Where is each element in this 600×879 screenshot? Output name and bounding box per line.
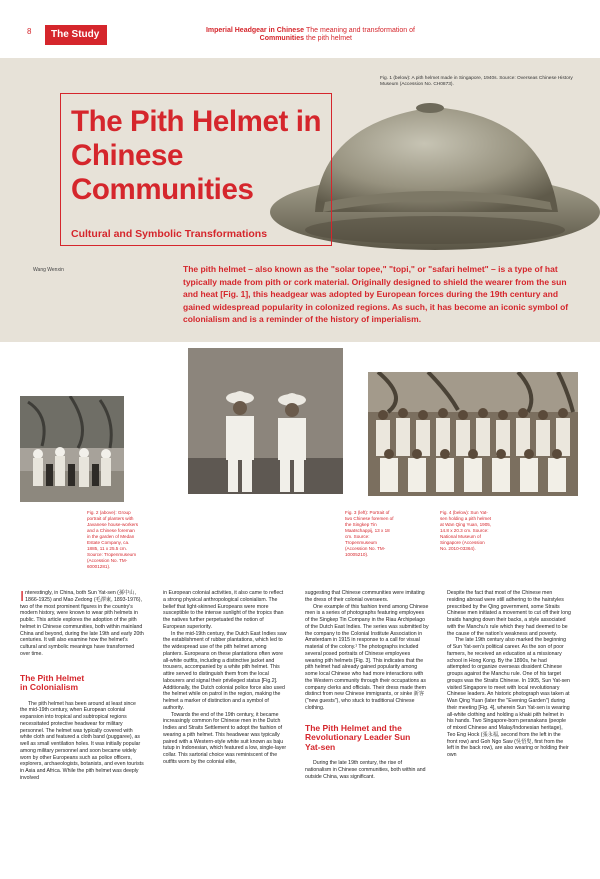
figure-4-photo (368, 372, 578, 496)
body-paragraph: suggesting that Chinese communities were imitating the dress of their colonial overseers. (305, 590, 425, 603)
body-paragraph: One example of this fashion trend among Chinese men is a series of photographs featuring employees of the Singkep Tin Company in the Riau Archipelago of the Dutch East Indies. The series was submitted by the company to the Colonial Institute Association in Amsterdam in 1915 in response to a call for visual material of the colony.¹ The photographs included several posed portraits of Chinese employees wearing pith helmets [Fig. 3]. This indicates that the pith helmet had already gained popularity among some local Chinese who had more interactions with the Western community through their occupations as company clerks and officials. Their dress made them distinct from new Chinese immigrants, or sinke 新客 ("new guests"), who stuck to traditional Chinese clothing. (305, 603, 429, 711)
body-paragraph: During the late 19th century, the rise of nationalism in Chinese communities, both within and outside China, was significant. (305, 760, 426, 780)
body-column-1 (20, 590, 144, 782)
drop-cap: I (20, 588, 25, 605)
author-name: Wang Wenxin (33, 267, 64, 273)
section-tag: The Study (45, 25, 107, 45)
figure-2-caption: Fig. 2 (above): Group portrait of planters with Javanese house-workers and a Chinese foreman in the garden of Medan Estate Company, ca. 1885, 11 x 25.5 cm. Source: Tropenmuseum (Accession No. TM-60001281). (87, 510, 139, 569)
figure-1-caption: Fig. 1 (below): A pith helmet made in Singapore, 1940s. Source: Overseas Chinese History Museum (Accession No. CH0873). (380, 76, 573, 87)
running-title: Imperial Headgear in Chinese Communities (205, 27, 304, 42)
section-heading-colonialism: The Pith Helmet in Colonialism (20, 672, 85, 692)
figure-4-caption: Fig. 4 (below): Sun Yat-sen holding a pith helmet at Wan Qing Yuan, 1905, 14.8 x 20.3 cm. Source: National Museum of Singapore (Accession No. 2010-03364). (440, 510, 492, 551)
article-subtitle: Cultural and Symbolic Transformations (71, 228, 268, 240)
page-number: 8 (27, 27, 32, 36)
article-title: The Pith Helmet in Chinese Communities (71, 105, 322, 206)
body-paragraph: Despite the fact that most of the Chinese men residing abroad were still adhering to the hairstyles prescribed by the Qing government, some Straits Chinese men initiated a movement to cut off their long braids hanging down their backs, a style associated with the Manchu's rule which they had deemed to be the cause of the nation's weakness and poverty. (447, 590, 571, 637)
body-column-3 (305, 590, 429, 780)
body-paragraph: The pith helmet has been around at least since the mid-19th century, when European colonial expansion into tropical and subtropical regions necessitated protective headwear for military personnel. The helmet was typically covered with white cloth and featured a cloth band (puggaree), as well as small ventilation holes. It was initially popular among military personnel and soon became widely worn by other Europeans such as police officers, explorers, archaeologists, botanists, and even tourists in Asia and Africa. While the pith helmet was deeply involved (20, 700, 144, 781)
section-heading-sun-yat-sen: The Pith Helmet and the Revolutionary Leader Sun Yat-sen (305, 722, 411, 752)
body-paragraph: In the mid-19th century, the Dutch East Indies saw the establishment of rubber plantations, which led to the widespread use of the pith helmet among planters. Europeans on these plantations often wore all-white outfits, including a distinctive jacket and trousers, accompanied by a white pith helmet. This attire served to distinguish them from the local labourers and signal their privileged status [Fig.2]. Additionally, the Dutch colonial police force also used the helmet while on patrol in the region, making the helmet a marker of distinction and a symbol of authority. (163, 630, 287, 711)
body-paragraph: The late 19th century also marked the beginning of Sun Yat-sen's political career. As the son of poor farmers, he received an education at a missionary school in Hong Kong. By the 1890s, he had attempted to organize overseas dissident Chinese groups against the Manchu rule. One of his target groups was the Straits Chinese. In 1905, Sun Yat-sen visited Singapore to meet with local revolutionary Chinese leaders. An historic photograph was taken at Wan Qing Yuan (later the "Evening Garden") during their meeting [Fig. 4], wherein Sun Yat-sen is wearing all-white clothing and holding a khaki pith helmet in his hands. Two Singapore-born peranakans (people of mixed Chinese and Malay/Indonesian heritage), Teo Eng Hock (張永福, second from the left in the front row) and Goh Ngo Saw (吳悟叟, first from the left in the back row), are also wearing or holding their own (447, 637, 570, 758)
body-paragraph: in European colonial activities, it also came to reflect a strong physical anthropological colonialism. The belief that light-skinned Europeans were more susceptible to the intense sunlight of the tropics than the natives further perpetuated the notion of European superiority. (163, 590, 284, 630)
lead-paragraph: The pith helmet – also known as the "solar topee," "topi," or "safari helmet" – is a type of hat typically made from pith or cork material. Originally designed to shield the wearer from the sun and heat [Fig. 1], this headgear was adopted by European forces during the 19th century and gained widespread popularity in colonized regions. As such, it has become an iconic symbol of colonialism and is a reminder of the history of imperialism. (183, 264, 569, 325)
figure-3-photo (188, 348, 343, 494)
figure-3-caption: Fig. 3 (left): Portrait of two Chinese foremen of the Singkep Tin Maatschappij, 13 x 18 cm. Source: Tropenmuseum (Accession No. TM-10005210). (345, 510, 394, 557)
running-subtitle: The meaning and transformation of the pith helmet (306, 27, 415, 42)
body-column-4 (447, 590, 571, 759)
body-column-2 (163, 590, 287, 766)
body-paragraph: Towards the end of the 19th century, it became increasingly common for Chinese men in the Dutch Indies and Straits Settlement to adopt the fashion of wearing a pith helmet. This headwear was typically paired with a Western-style white suit known as baju tutup in Indonesian, which featured a low, single-layer collar. This sartorial choice was reminiscent of the outfits worn by the colonial elite, (163, 711, 287, 765)
figure-2-photo (20, 396, 124, 502)
intro-paragraph: Interestingly, in China, both Sun Yat-sen (孫中山, 1866-1925) and Mao Zedong (毛澤東, 1893-1976), two of the most prominent figures in the country's modern history, were known to wear pith helmets in public. This article explores the adoption of the pith helmet in Chinese communities, both within mainland China and beyond, during the late 19th and early 20th centuries. It will also examine how the helmet's cultural and symbolic meanings have transformed over time. (20, 588, 144, 657)
